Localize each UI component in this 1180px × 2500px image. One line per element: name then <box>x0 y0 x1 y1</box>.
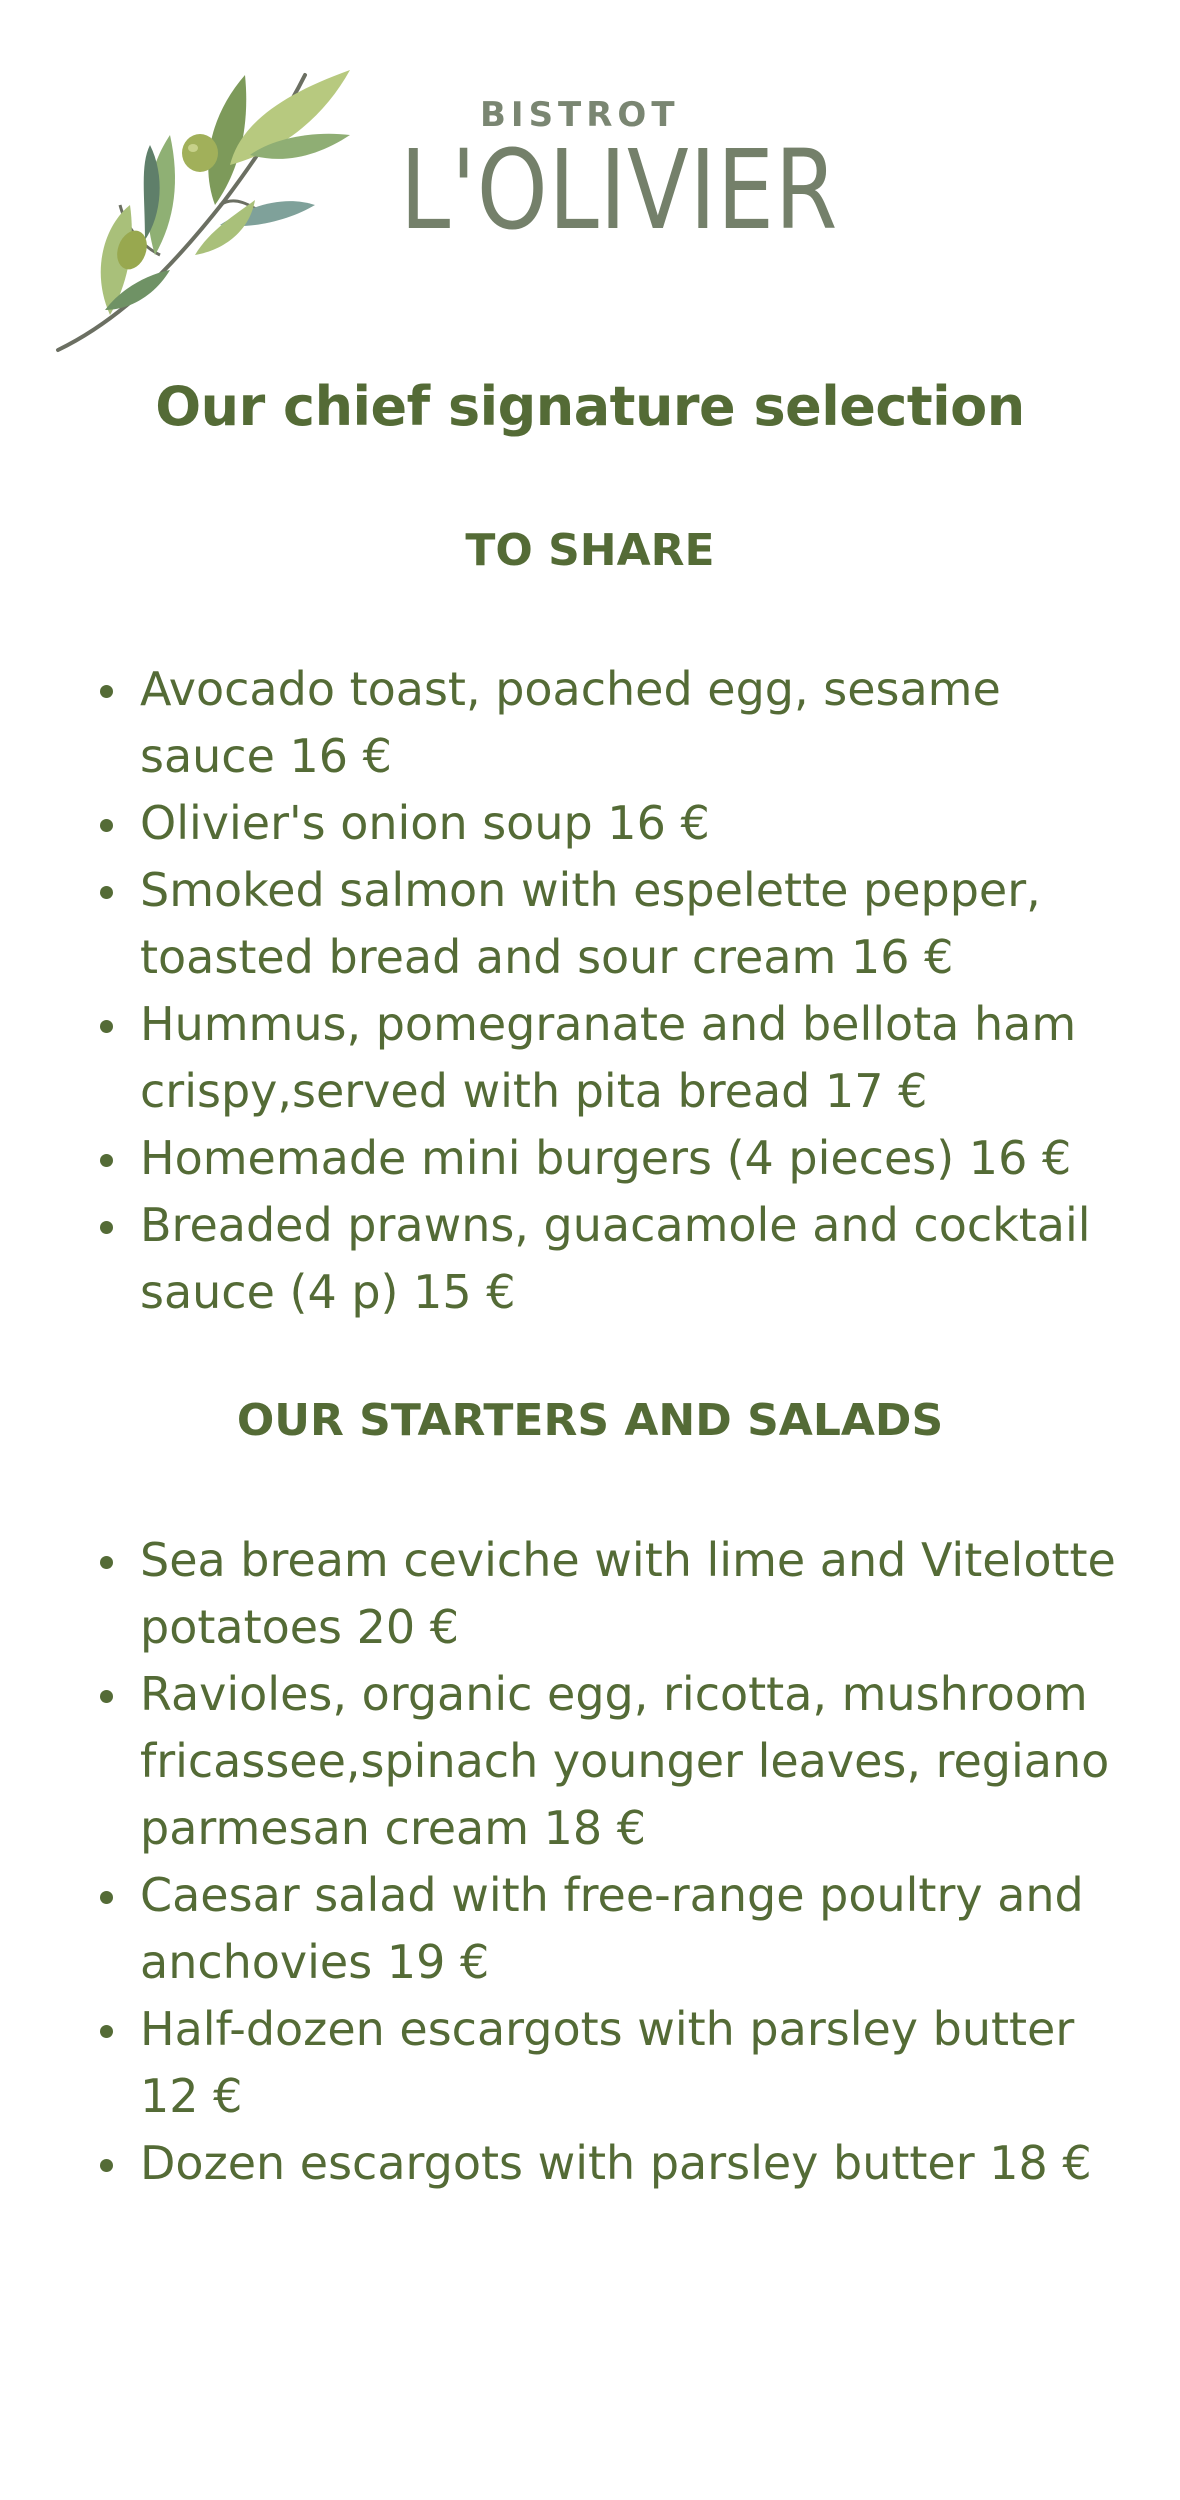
section-title-to-share: TO SHARE <box>465 525 715 576</box>
list-item: Dozen escargots with parsley butter 18 € <box>100 2130 1140 2197</box>
menu-list-starters-and-salads <box>100 1527 1140 2197</box>
list-item: Olivier's onion soup 16 € <box>100 790 1140 857</box>
list-item: Hummus, pomegranate and bellota ham crispy,served with pita bread 17 € <box>100 991 1140 1125</box>
brand-small-label: BISTROT <box>480 95 680 135</box>
list-item: Avocado toast, poached egg, sesame sauce 16 € <box>100 656 1140 790</box>
list-item: Smoked salmon with espelette pepper, toasted bread and sour cream 16 € <box>100 857 1140 991</box>
menu-list-to-share <box>100 656 1140 1326</box>
page-title: Our chief signature selection <box>155 375 1025 438</box>
list-item: Ravioles, organic egg, ricotta, mushroom fricassee,spinach younger leaves, regiano parmesan cream 18 € <box>100 1661 1140 1862</box>
brand-name: L'OLIVIER <box>400 126 839 254</box>
restaurant-logo <box>50 55 839 360</box>
list-item: Homemade mini burgers (4 pieces) 16 € <box>100 1125 1140 1192</box>
olive-branch-icon <box>50 55 370 360</box>
list-item: Sea bream ceviche with lime and Vitelotte potatoes 20 € <box>100 1527 1140 1661</box>
list-item: Caesar salad with free-range poultry and anchovies 19 € <box>100 1862 1140 1996</box>
section-title-starters-and-salads: OUR STARTERS AND SALADS <box>236 1395 944 1446</box>
list-item: Breaded prawns, guacamole and cocktail sauce (4 p) 15 € <box>100 1192 1140 1326</box>
list-item: Half-dozen escargots with parsley butter 12 € <box>100 1996 1140 2130</box>
